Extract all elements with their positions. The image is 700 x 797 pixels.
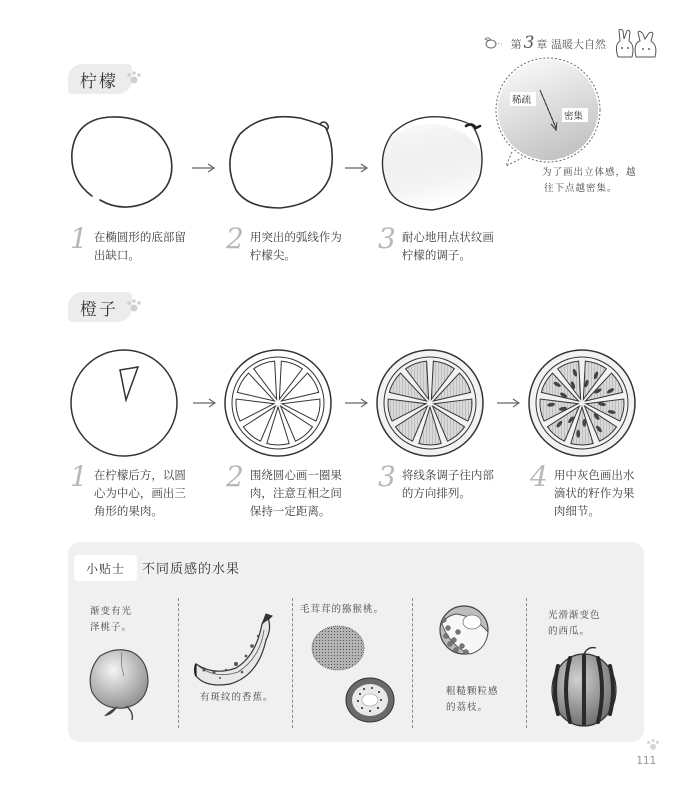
tips-tag: 小贴士 [74, 555, 137, 581]
peach-drawing [90, 650, 148, 720]
banana-drawing [195, 614, 272, 685]
watermelon-drawing [552, 648, 616, 726]
lemon-side-note: 为了画出立体感，越 往下点越密集。 [542, 167, 637, 194]
chapter-label: 第 3 章 温暖大自然 [510, 33, 606, 53]
lychee-note: 粗糙颗粒感 的荔枝。 [446, 686, 499, 713]
lemon-step-2: 2 用突出的弧线作为 柠檬尖。 [226, 222, 342, 262]
page-number: 111 [636, 754, 656, 767]
banana-note: 有斑纹的香蕉。 [200, 692, 274, 703]
chapter-number: 3 [523, 33, 535, 53]
paw-icon [646, 738, 660, 752]
lychee-drawing [440, 606, 488, 654]
orange-step-1: 1 在柠檬后方，以圆 心为中心，画出三 角形的果肉。 [70, 460, 186, 518]
kiwi-note: 毛茸茸的猕猴桃。 [300, 604, 385, 615]
orange-step-4: 4 用中灰色画出水 滴状的籽作为果 肉细节。 [530, 460, 635, 518]
kiwi-drawing [312, 626, 394, 722]
orange-step-2: 2 围绕圆心画一圈果 肉，注意互相之间 保持一定距离。 [226, 460, 342, 518]
lemon-step-1: 1 在椭圆形的底部留 出缺口。 [70, 222, 186, 262]
sparse-label: 稀疏 [512, 95, 532, 106]
dense-label: 密集 [564, 111, 584, 122]
watermelon-note: 光滑渐变色 的西瓜。 [548, 610, 601, 637]
orange-step-3: 3 将线条调子往内部 的方向排列。 [378, 460, 494, 500]
peach-note: 渐变有光 泽桃子。 [90, 606, 133, 633]
section-title-lemon: 柠檬 [68, 64, 132, 94]
section-title-orange: 橙子 [68, 292, 132, 322]
lemon-step-3: 3 耐心地用点状纹画 柠檬的调子。 [378, 222, 494, 262]
tips-title: 不同质感的水果 [142, 562, 241, 577]
